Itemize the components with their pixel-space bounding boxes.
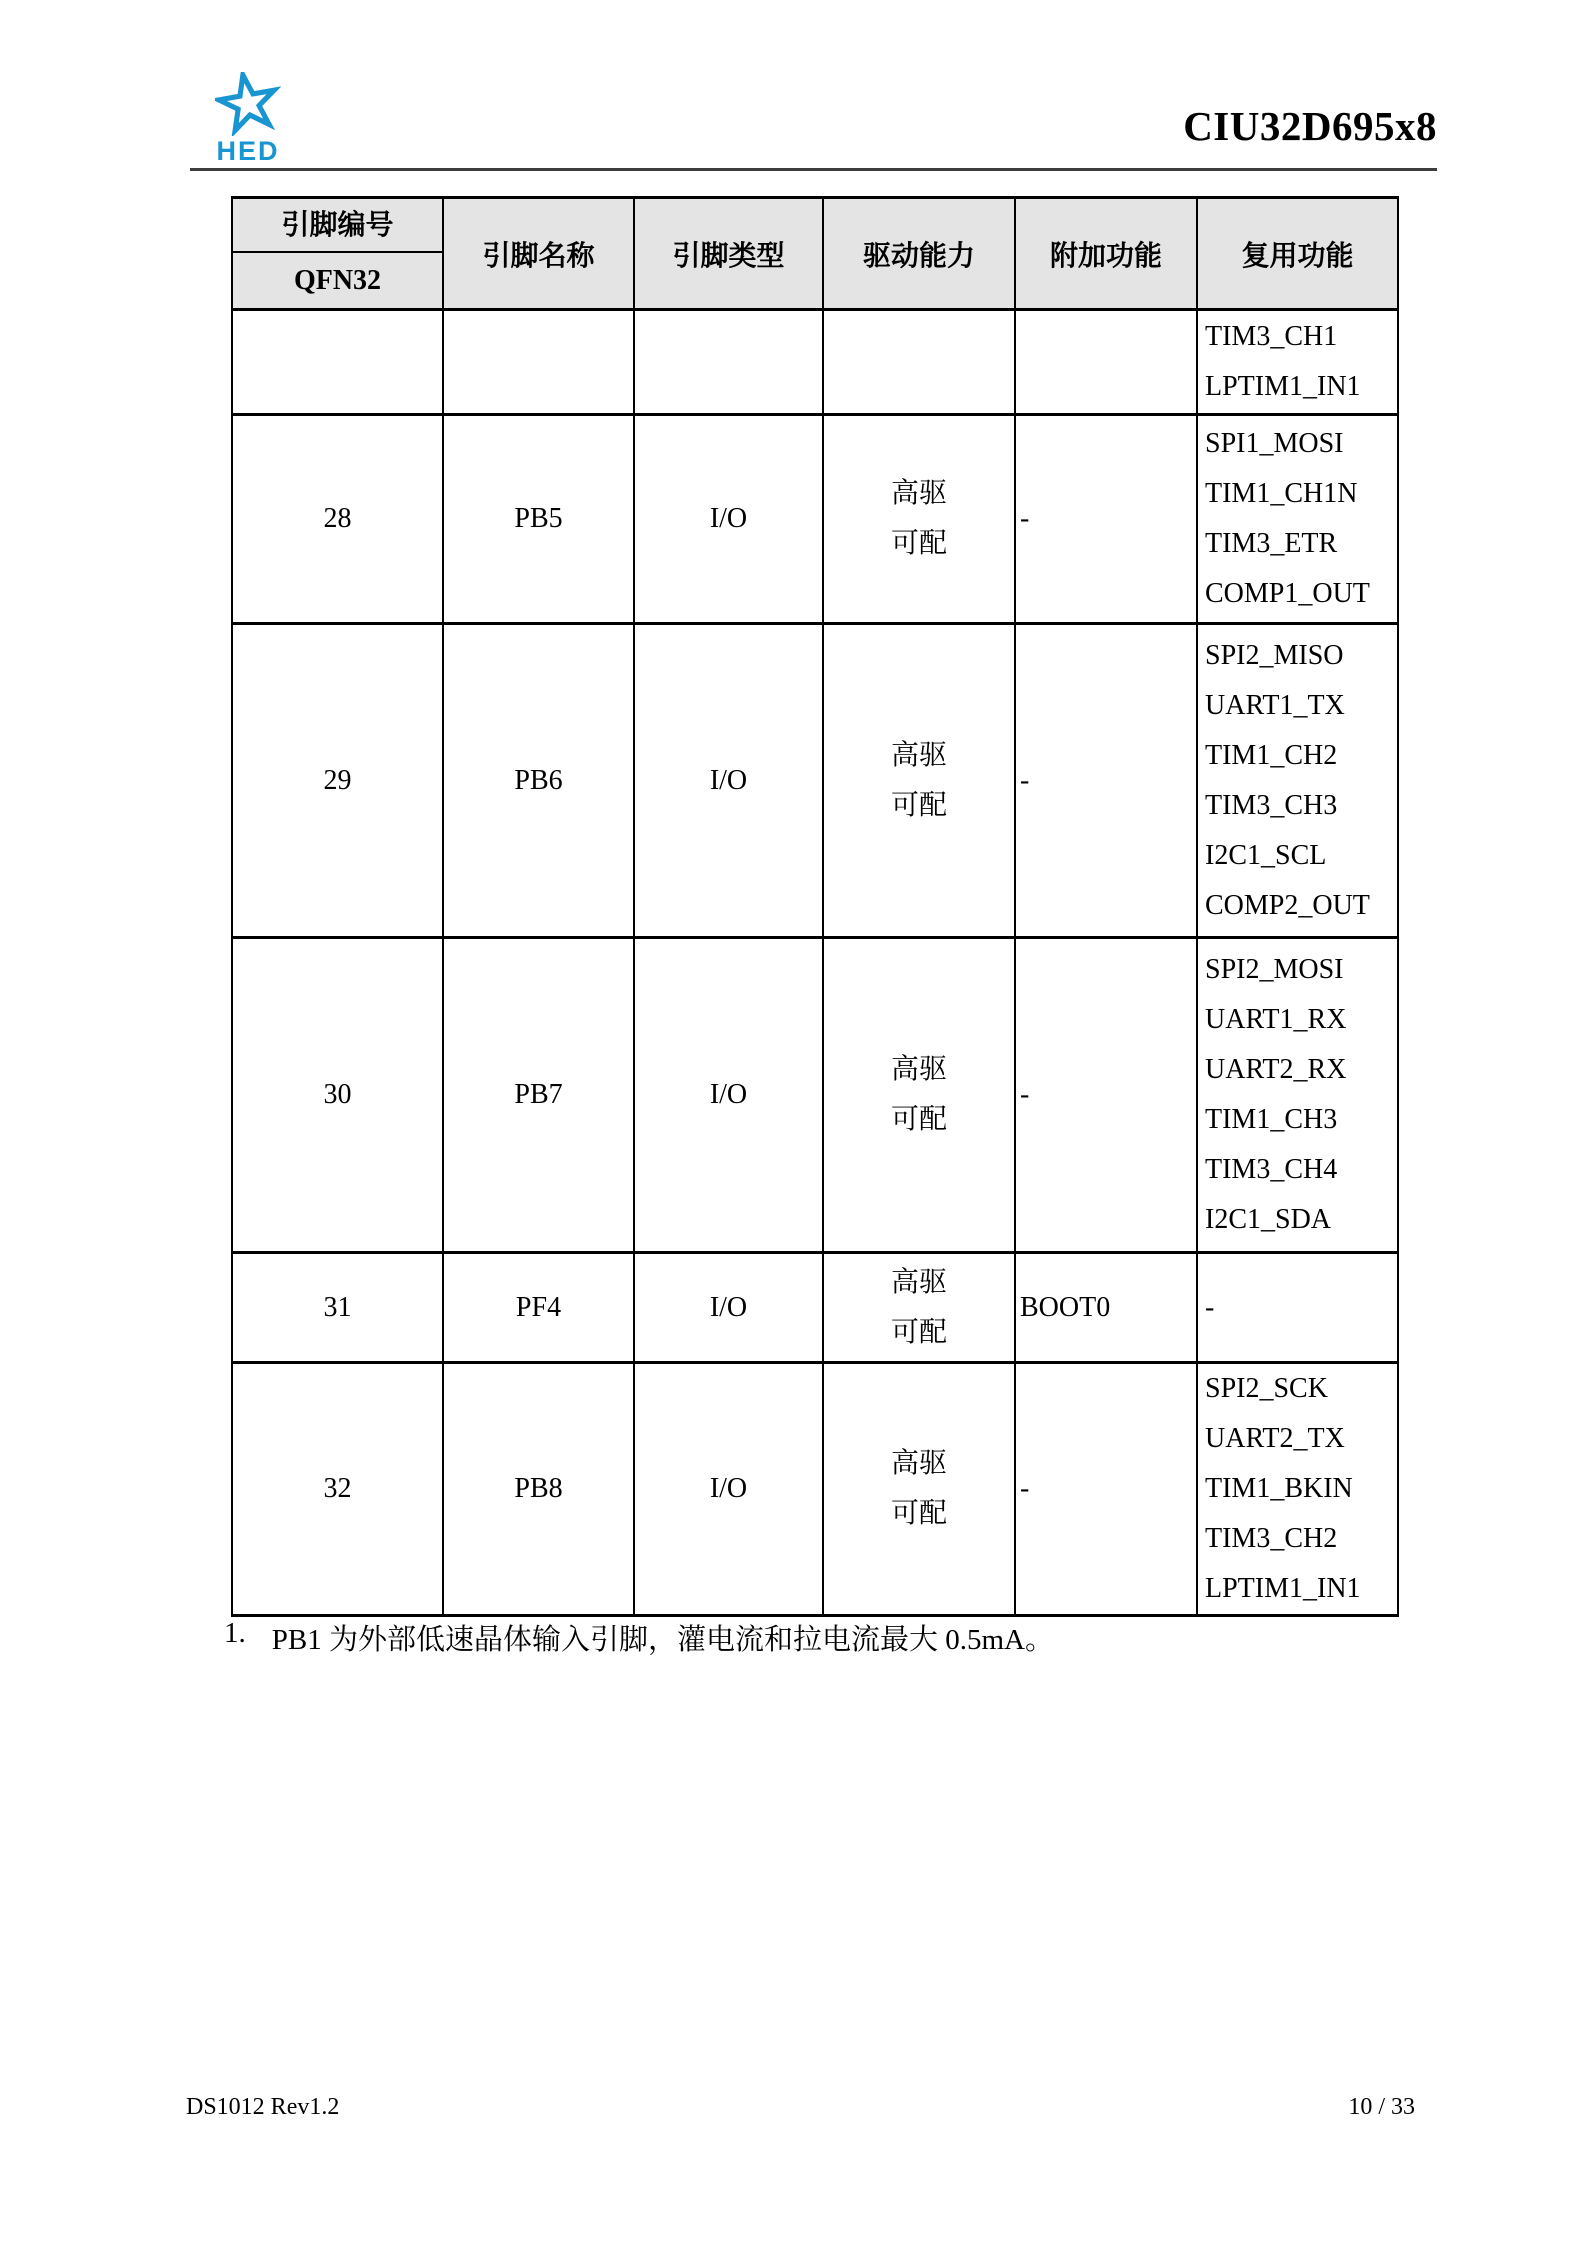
drive-capability-cell [823,415,1015,624]
pin-name-cell: PF4 [443,1253,634,1363]
drive-capability-cell [823,1363,1015,1616]
drive-capability-cell [823,624,1015,938]
pin-number-cell: 28 [232,415,443,624]
alt-function-line: LPTIM1_IN1 [1205,371,1361,402]
pin-type-cell: I/O [634,624,823,938]
drive-line: 可配 [890,1498,947,1529]
drive-line: 高驱 [890,1054,947,1085]
alt-function-line: - [1205,1291,1215,1323]
drive-capability-cell [823,310,1015,415]
alternate-function-cell [1197,1253,1398,1363]
pin-name-cell: PB6 [443,624,634,938]
drive-line: 可配 [890,1316,947,1348]
alt-function-line: I2C1_SCL [1205,839,1327,871]
alt-function-line: UART1_RX [1205,1004,1347,1035]
table-row-pin-28 [232,415,1398,624]
alt-function-line: UART2_RX [1205,1054,1347,1085]
alternate-function-cell [1197,1363,1398,1616]
pin-number-cell [232,310,443,415]
alt-function-line: TIM1_CH3 [1205,1104,1338,1135]
alt-function-line: COMP2_OUT [1205,889,1370,921]
table-row-pin-30 [232,938,1398,1253]
alt-function-line: TIM1_BKIN [1205,1473,1353,1504]
pin-number-cell: 30 [232,938,443,1253]
alt-function-line: TIM3_CH4 [1205,1154,1338,1185]
header-rule [190,168,1437,171]
pin-number-cell: 29 [232,624,443,938]
table-row-pin-32 [232,1363,1398,1616]
alt-function-line: UART2_TX [1205,1423,1345,1454]
alt-function-line: LPTIM1_IN1 [1205,1573,1361,1604]
drive-line: 可配 [890,789,947,821]
alt-function-line: TIM3_CH1 [1205,321,1338,352]
table-row-pin-29 [232,624,1398,938]
additional-function-cell: - [1015,938,1197,1253]
alt-function-line: SPI2_SCK [1205,1373,1328,1404]
alt-function-line: SPI1_MOSI [1205,428,1344,459]
drive-line: 高驱 [890,1448,947,1479]
col-header-pin-number-label: 引脚编号 [233,199,442,253]
additional-function-cell [1015,310,1197,415]
drive-line: 高驱 [890,478,947,509]
drive-capability-cell [823,1253,1015,1363]
pin-number-cell: 31 [232,1253,443,1363]
pin-type-cell: I/O [634,938,823,1253]
table-row-continuation [232,310,1398,415]
drive-line: 高驱 [890,739,947,771]
drive-capability-cell [823,938,1015,1253]
drive-line: 高驱 [890,1266,947,1298]
col-header-additional-function: 附加功能 [1015,198,1197,310]
alternate-function-cell [1197,415,1398,624]
alt-function-line: UART1_TX [1205,689,1345,721]
col-header-drive-capability: 驱动能力 [823,198,1015,310]
alt-function-line: TIM1_CH2 [1205,739,1338,771]
footnote-text: PB1 为外部低速晶体输入引脚，灌电流和拉电流最大 0.5mA。 [271,1624,1054,1656]
pin-definition-table [231,196,1399,1617]
alt-function-line: TIM3_ETR [1205,528,1338,559]
alt-function-line: TIM3_CH2 [1205,1523,1338,1554]
pin-type-cell [634,310,823,415]
pin-type-cell: I/O [634,1253,823,1363]
doc-title: CIU32D695x8 [1183,103,1437,149]
drive-line: 可配 [890,528,947,559]
footer-page-number: 10 / 33 [1348,2094,1415,2120]
col-header-pin-name: 引脚名称 [443,198,634,310]
alt-function-line: I2C1_SDA [1205,1204,1332,1235]
footnote-number: 1. [224,1617,246,1649]
brand-logo [203,72,293,165]
additional-function-cell: BOOT0 [1015,1253,1197,1363]
col-header-pin-number [232,198,443,310]
col-header-package-label: QFN32 [293,265,382,296]
table-header-row [232,198,1398,310]
additional-function-cell: - [1015,624,1197,938]
footnote [224,1617,1054,1658]
pin-type-cell: I/O [634,415,823,624]
pin-number-cell: 32 [232,1363,443,1616]
col-header-pin-type: 引脚类型 [634,198,823,310]
additional-function-cell: - [1015,415,1197,624]
alt-function-line: TIM3_CH3 [1205,789,1338,821]
footer-doc-revision: DS1012 Rev1.2 [186,2094,340,2120]
pin-name-cell: PB5 [443,415,634,624]
additional-function-cell: - [1015,1363,1197,1616]
brand-text: HED [216,136,280,166]
alternate-function-cell [1197,310,1398,415]
table-row-pin-31 [232,1253,1398,1363]
alternate-function-cell [1197,938,1398,1253]
alt-function-line: COMP1_OUT [1205,578,1370,609]
alt-function-line: SPI2_MOSI [1205,954,1344,985]
pin-name-cell: PB8 [443,1363,634,1616]
alt-function-line: TIM1_CH1N [1205,478,1358,509]
pin-name-cell: PB7 [443,938,634,1253]
alt-function-line: SPI2_MISO [1205,639,1344,671]
drive-line: 可配 [890,1104,947,1135]
alternate-function-cell [1197,624,1398,938]
col-header-alternate-function: 复用功能 [1197,198,1398,310]
pinwheel-star-icon [203,72,293,136]
pin-type-cell: I/O [634,1363,823,1616]
pin-name-cell [443,310,634,415]
